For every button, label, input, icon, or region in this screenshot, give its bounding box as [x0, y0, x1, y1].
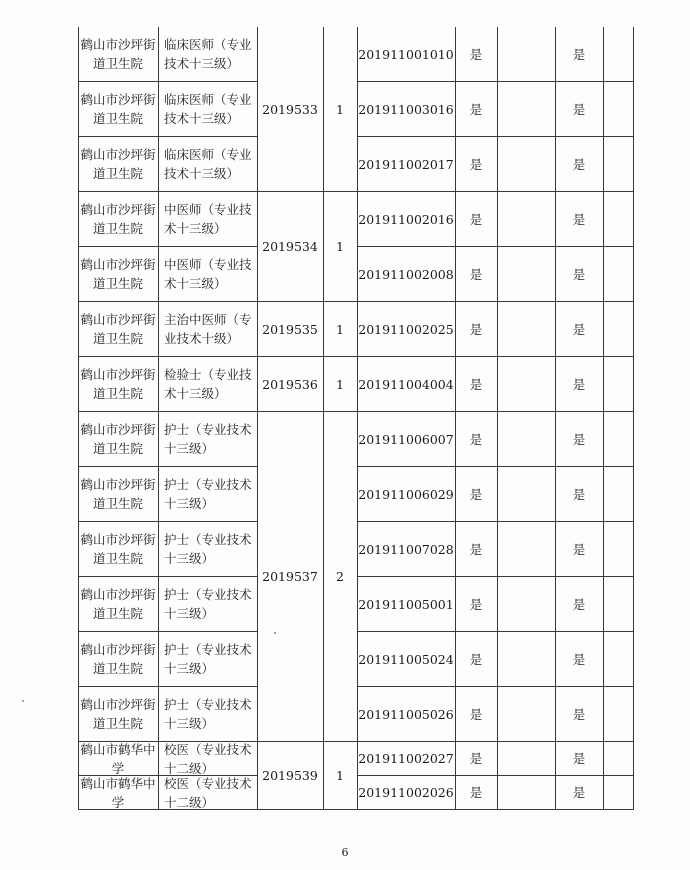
hire-count-cell: 1	[323, 302, 357, 357]
blank-cell	[603, 27, 634, 82]
qualified-cell: 是	[455, 192, 497, 247]
unit-cell: 鹤山市沙坪街道卫生院	[78, 247, 158, 302]
position-cell: 临床医师（专业技术十三级）	[158, 27, 257, 82]
ticket-cell: 201911001010	[357, 27, 455, 82]
position-cell: 护士（专业技术十三级）	[158, 467, 257, 522]
blank-cell	[497, 467, 555, 522]
unit-cell: 鹤山市沙坪街道卫生院	[78, 357, 158, 412]
position-cell: 中医师（专业技术十三级）	[158, 247, 257, 302]
position-cell: 护士（专业技术十三级）	[158, 412, 257, 467]
table-rule	[357, 27, 358, 810]
blank-cell	[497, 27, 555, 82]
ticket-cell: 201911006007	[357, 412, 455, 467]
blank-cell	[603, 632, 634, 687]
blank-cell	[497, 742, 555, 776]
unit-cell: 鹤山市沙坪街道卫生院	[78, 192, 158, 247]
qualified-cell: 是	[455, 247, 497, 302]
blank-cell	[497, 137, 555, 192]
unit-cell: 鹤山市沙坪街道卫生院	[78, 302, 158, 357]
confirmed-cell: 是	[555, 302, 603, 357]
position-cell: 护士（专业技术十三级）	[158, 522, 257, 577]
qualified-cell: 是	[455, 742, 497, 776]
ticket-cell: 201911005001	[357, 577, 455, 632]
ticket-cell: 201911002025	[357, 302, 455, 357]
table-rule	[555, 27, 556, 810]
table-rule	[603, 27, 604, 810]
blank-cell	[603, 302, 634, 357]
ticket-cell: 201911004004	[357, 357, 455, 412]
table-rule	[455, 27, 456, 810]
ticket-cell: 201911006029	[357, 467, 455, 522]
confirmed-cell: 是	[555, 577, 603, 632]
qualified-cell: 是	[455, 27, 497, 82]
blank-cell	[603, 357, 634, 412]
unit-cell: 鹤山市沙坪街道卫生院	[78, 522, 158, 577]
qualified-cell: 是	[455, 632, 497, 687]
confirmed-cell: 是	[555, 632, 603, 687]
unit-cell: 鹤山市沙坪街道卫生院	[78, 27, 158, 82]
hire-count-cell: 2	[323, 412, 357, 742]
confirmed-cell: 是	[555, 247, 603, 302]
blank-cell	[497, 302, 555, 357]
blank-cell	[497, 522, 555, 577]
unit-cell: 鹤山市沙坪街道卫生院	[78, 137, 158, 192]
ticket-cell: 201911002008	[357, 247, 455, 302]
blank-cell	[497, 776, 555, 810]
blank-cell	[603, 82, 634, 137]
table-rule	[323, 27, 324, 810]
results-table	[78, 27, 634, 810]
position-cell: 校医（专业技术十二级）	[158, 742, 257, 776]
position-cell: 护士（专业技术十三级）	[158, 632, 257, 687]
table-rule	[257, 27, 258, 810]
ticket-cell: 201911002026	[357, 776, 455, 810]
table-rule	[78, 27, 79, 810]
position-code-cell: 2019537	[257, 412, 323, 742]
blank-cell	[603, 522, 634, 577]
blank-cell	[497, 412, 555, 467]
blank-cell	[497, 82, 555, 137]
blank-cell	[603, 467, 634, 522]
confirmed-cell: 是	[555, 776, 603, 810]
scan-speck	[22, 700, 24, 702]
ticket-cell: 201911007028	[357, 522, 455, 577]
hire-count-cell: 1	[323, 192, 357, 302]
position-cell: 护士（专业技术十三级）	[158, 687, 257, 742]
qualified-cell: 是	[455, 577, 497, 632]
ticket-cell: 201911005026	[357, 687, 455, 742]
hire-count-cell: 1	[323, 27, 357, 192]
confirmed-cell: 是	[555, 467, 603, 522]
ticket-cell: 201911002017	[357, 137, 455, 192]
blank-cell	[603, 247, 634, 302]
blank-cell	[497, 192, 555, 247]
blank-cell	[497, 357, 555, 412]
table-rule	[158, 27, 159, 810]
confirmed-cell: 是	[555, 687, 603, 742]
blank-cell	[603, 137, 634, 192]
confirmed-cell: 是	[555, 137, 603, 192]
qualified-cell: 是	[455, 687, 497, 742]
qualified-cell: 是	[455, 357, 497, 412]
position-cell: 主治中医师（专业技术十级）	[158, 302, 257, 357]
unit-cell: 鹤山市沙坪街道卫生院	[78, 467, 158, 522]
blank-cell	[497, 632, 555, 687]
qualified-cell: 是	[455, 522, 497, 577]
qualified-cell: 是	[455, 467, 497, 522]
position-code-cell: 2019533	[257, 27, 323, 192]
position-code-cell: 2019535	[257, 302, 323, 357]
blank-cell	[603, 192, 634, 247]
unit-cell: 鹤山市鹤华中学	[78, 742, 158, 776]
hire-count-cell: 1	[323, 357, 357, 412]
unit-cell: 鹤山市沙坪街道卫生院	[78, 687, 158, 742]
confirmed-cell: 是	[555, 82, 603, 137]
position-cell: 校医（专业技术十二级）	[158, 776, 257, 810]
position-code-cell: 2019534	[257, 192, 323, 302]
position-cell: 临床医师（专业技术十三级）	[158, 82, 257, 137]
confirmed-cell: 是	[555, 742, 603, 776]
unit-cell: 鹤山市沙坪街道卫生院	[78, 82, 158, 137]
table-rule	[633, 27, 634, 810]
blank-cell	[603, 742, 634, 776]
position-cell: 护士（专业技术十三级）	[158, 577, 257, 632]
position-code-cell: 2019536	[257, 357, 323, 412]
page-number: 6	[341, 846, 349, 859]
hire-count-cell: 1	[323, 742, 357, 810]
ticket-cell: 201911002027	[357, 742, 455, 776]
ticket-cell: 201911005024	[357, 632, 455, 687]
blank-cell	[497, 687, 555, 742]
position-cell: 检验士（专业技术十三级）	[158, 357, 257, 412]
blank-cell	[497, 577, 555, 632]
qualified-cell: 是	[455, 82, 497, 137]
blank-cell	[603, 577, 634, 632]
unit-cell: 鹤山市沙坪街道卫生院	[78, 577, 158, 632]
position-cell: 中医师（专业技术十三级）	[158, 192, 257, 247]
qualified-cell: 是	[455, 412, 497, 467]
unit-cell: 鹤山市鹤华中学	[78, 776, 158, 810]
confirmed-cell: 是	[555, 522, 603, 577]
confirmed-cell: 是	[555, 192, 603, 247]
qualified-cell: 是	[455, 302, 497, 357]
scan-speck	[274, 632, 276, 634]
confirmed-cell: 是	[555, 412, 603, 467]
blank-cell	[603, 412, 634, 467]
table-rule	[497, 27, 498, 810]
qualified-cell: 是	[455, 776, 497, 810]
confirmed-cell: 是	[555, 27, 603, 82]
position-cell: 临床医师（专业技术十三级）	[158, 137, 257, 192]
blank-cell	[603, 687, 634, 742]
blank-cell	[603, 776, 634, 810]
blank-cell	[497, 247, 555, 302]
position-code-cell: 2019539	[257, 742, 323, 810]
qualified-cell: 是	[455, 137, 497, 192]
unit-cell: 鹤山市沙坪街道卫生院	[78, 632, 158, 687]
confirmed-cell: 是	[555, 357, 603, 412]
ticket-cell: 201911002016	[357, 192, 455, 247]
ticket-cell: 201911003016	[357, 82, 455, 137]
unit-cell: 鹤山市沙坪街道卫生院	[78, 412, 158, 467]
